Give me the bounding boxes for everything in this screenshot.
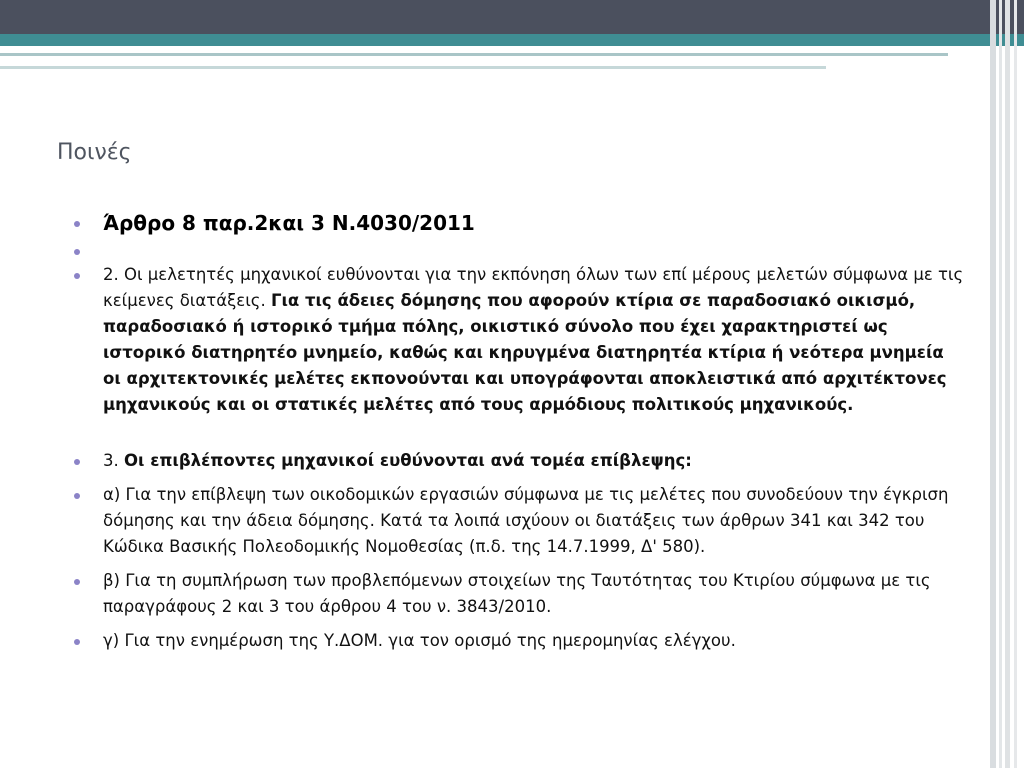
bullet-icon: [74, 639, 80, 645]
list-item-b: [74, 568, 964, 620]
item-a-text: α) Για την επίβλεψη των οικοδομικών εργασιών σύμφωνα με τις μελέτες που συνοδεύουν την έγκριση δόμησης και την άδεια δόμησης. Κατά τα λοιπά ισχύουν οι διατάξεις των άρθρων 341 και 342 του Κώδικα Βασικής Πολεοδομικής Νομοθεσίας (π.δ. της 14.7.1999, Δ' 580).: [103, 485, 949, 556]
right-edge-stripes: [990, 0, 1024, 768]
item-c-text: γ) Για την ενημέρωση της Υ.ΔΟΜ. για τον ορισμό της ημερομηνίας ελέγχου.: [103, 631, 736, 650]
list-item-c: [74, 628, 964, 654]
bullet-icon: [74, 273, 80, 279]
list-item-paragraph-2: [74, 262, 964, 418]
header-band-dark: [0, 0, 1024, 34]
heading-text: Άρθρο 8 παρ.2και 3 Ν.4030/2011: [103, 211, 475, 235]
bullet-icon: [74, 493, 80, 499]
bullet-icon: [74, 221, 80, 227]
bullet-icon: [74, 459, 80, 465]
list-item-heading: [74, 206, 964, 240]
bullet-icon: [74, 579, 80, 585]
item-b-text: β) Για τη συμπλήρωση των προβλεπόμενων στοιχείων της Ταυτότητας του Κτιρίου σύμφωνα με τις παραγράφους 2 και 3 του άρθρου 4 του ν. 3843/2010.: [103, 571, 931, 616]
bullet-list: [74, 206, 964, 654]
list-item-paragraph-3: [74, 448, 964, 474]
list-item-a: [74, 482, 964, 560]
paragraph-3-prefix: 3.: [103, 451, 124, 470]
header-rule-2: [0, 66, 826, 69]
paragraph-3-bold-text: Οι επιβλέποντες μηχανικοί ευθύνονται ανά τομέα επίβλεψης:: [124, 451, 692, 470]
bullet-icon: [74, 249, 80, 255]
list-item-empty: [74, 240, 964, 262]
paragraph-2-bold-text: Για τις άδειες δόμησης που αφορούν κτίρια σε παραδοσιακό οικισμό, παραδοσιακό ή ιστορικό τμήμα πόλης, οικιστικό σύνολο που έχει χαρακτηριστεί ως ιστορικό διατηρητέο μνημείο, καθώς και κηρυγμένα διατηρητέα κτίρια ή νεότερα μνημεία οι αρχιτεκτονικές μελέτες εκπονούνται και υπογράφονται αποκλειστικά από αρχιτέκτονες μηχανικούς και οι στατικές μελέτες από τους αρμόδιους πολιτικούς μηχανικούς.: [103, 291, 947, 414]
slide-title: Ποινές: [57, 140, 132, 165]
header-band-teal: [0, 34, 1024, 46]
paragraph-2-text: 2. Οι μελετητές μηχανικοί ευθύνονται για την εκπόνηση όλων των επί μέρους μελετών σύμφωνα με τις κείμενες διατάξεις.: [103, 265, 964, 310]
header-rule-1: [0, 53, 948, 56]
